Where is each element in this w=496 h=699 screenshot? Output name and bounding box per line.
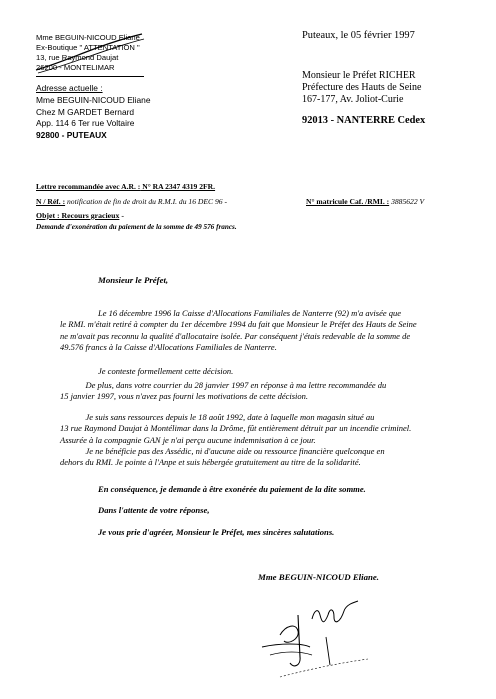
sender-old-line: 26200 - MONTELIMAR <box>36 63 115 72</box>
nref-line <box>36 197 227 206</box>
recipient-line: 167-177, Av. Joliot-Curie <box>302 93 404 105</box>
subject-line <box>36 211 124 220</box>
body-line: Assurée à la compagnie GAN je n'ai perçu aucune indemnisation à ce jour. <box>60 434 316 445</box>
signer-name: Mme BEGUIN-NICOUD Eliane. <box>258 572 379 582</box>
body-paragraph-2: Je conteste formellement cette décision. <box>98 366 234 376</box>
body-line: Je ne bénéficie pas des Assédic, ni d'aucune aide ou ressource financière quelconque en <box>60 446 385 456</box>
body-paragraph-5 <box>60 446 385 469</box>
nref-text: notification de fin de droit du R.M.I. du 16 DEC 96 - <box>65 197 228 206</box>
matricule-line <box>306 197 424 206</box>
handwritten-strike-mark <box>30 30 150 75</box>
matricule-label: N° matricule Caf. /RMI. : <box>306 197 390 206</box>
sender-old-line: Ex-Boutique " ATTENTATION " <box>36 43 140 52</box>
body-line: 49.576 francs à la Caisse d'Allocations Familiales de Nanterre. <box>60 341 277 352</box>
body-line: Le 16 décembre 1996 la Caisse d'Allocations Familiales de Nanterre (92) m'a avisée que <box>98 308 402 318</box>
recipient-city: 92013 - NANTERRE Cedex <box>302 115 426 126</box>
body-line: Je suis sans ressources depuis le 18 août 1992, date à laquelle mon magasin situé au <box>60 412 375 422</box>
registered-mail-line <box>36 182 215 191</box>
sender-current-line: Chez M GARDET Bernard <box>36 106 135 117</box>
matricule-value: 3885622 V <box>389 197 425 206</box>
date-line: Puteaux, le 05 février 1997 <box>302 30 415 41</box>
body-paragraph-3 <box>60 380 386 403</box>
body-paragraph-4 <box>60 412 411 446</box>
subject-description: Demande d'exonération du paiement de la somme de 49 576 francs. <box>36 223 237 231</box>
body-line: 15 janvier 1997, vous n'avez pas fourni les motivations de cette décision. <box>60 391 309 402</box>
sender-old-line: 13, rue Raymond Daujat <box>36 53 119 62</box>
salutation: Monsieur le Préfet, <box>98 275 169 285</box>
recipient-address <box>302 70 421 105</box>
sender-current-line: App. 114 6 Ter rue Voltaire <box>36 118 135 129</box>
handwritten-signature <box>240 585 380 685</box>
closing-awaiting: Dans l'attente de votre réponse, <box>98 505 210 515</box>
sender-old-line: Mme BEGUIN-NICOUD Eliane <box>36 33 140 42</box>
current-address-label: Adresse actuelle : <box>36 83 103 93</box>
recipient-line: Monsieur le Préfet RICHER <box>302 70 416 81</box>
recipient-line: Préfecture des Hauts de Seine <box>302 81 422 93</box>
closing-salutations: Je vous prie d'agréer, Monsieur le Préfet, mes sincères salutations. <box>98 527 335 537</box>
subject-label: Objet : Recours gracieux <box>36 211 120 220</box>
body-line: ne m'avait pas reconnu la qualité d'allocataire isolée. Par conséquent j'étais redevable de la somme de <box>60 330 411 341</box>
body-line: le RMI. m'était retiré à compter du 1er décembre 1994 du fait que Monsieur le Préfet des Hauts de Seine <box>60 319 417 330</box>
sender-current-address <box>36 95 150 141</box>
subject-suffix: - <box>119 211 124 220</box>
body-line: De plus, dans votre courrier du 28 janvier 1997 en réponse à ma lettre recommandée du <box>60 380 387 390</box>
registered-number: N° RA 2347 4319 2FR. <box>140 182 216 191</box>
body-line: 13 rue Raymond Daujat à Montélimar dans la Drôme, fût entièrement détruit par un incendie criminel. <box>60 423 412 434</box>
registered-label: Lettre recommandée avec A.R. : <box>36 182 141 191</box>
sender-divider <box>36 76 144 77</box>
body-line: dehors du RMI. Je pointe à l'Anpe et suis hébergée gratuitement au titre de la solidarité. <box>60 457 361 468</box>
body-paragraph-1 <box>60 308 417 353</box>
closing-request: En conséquence, je demande à être exonérée du paiement de la dite somme. <box>98 484 366 494</box>
sender-current-line: Mme BEGUIN-NICOUD Eliane <box>36 95 151 105</box>
nref-label: N / Réf. : <box>36 197 66 206</box>
sender-current-line: 92800 - PUTEAUX <box>36 129 107 140</box>
